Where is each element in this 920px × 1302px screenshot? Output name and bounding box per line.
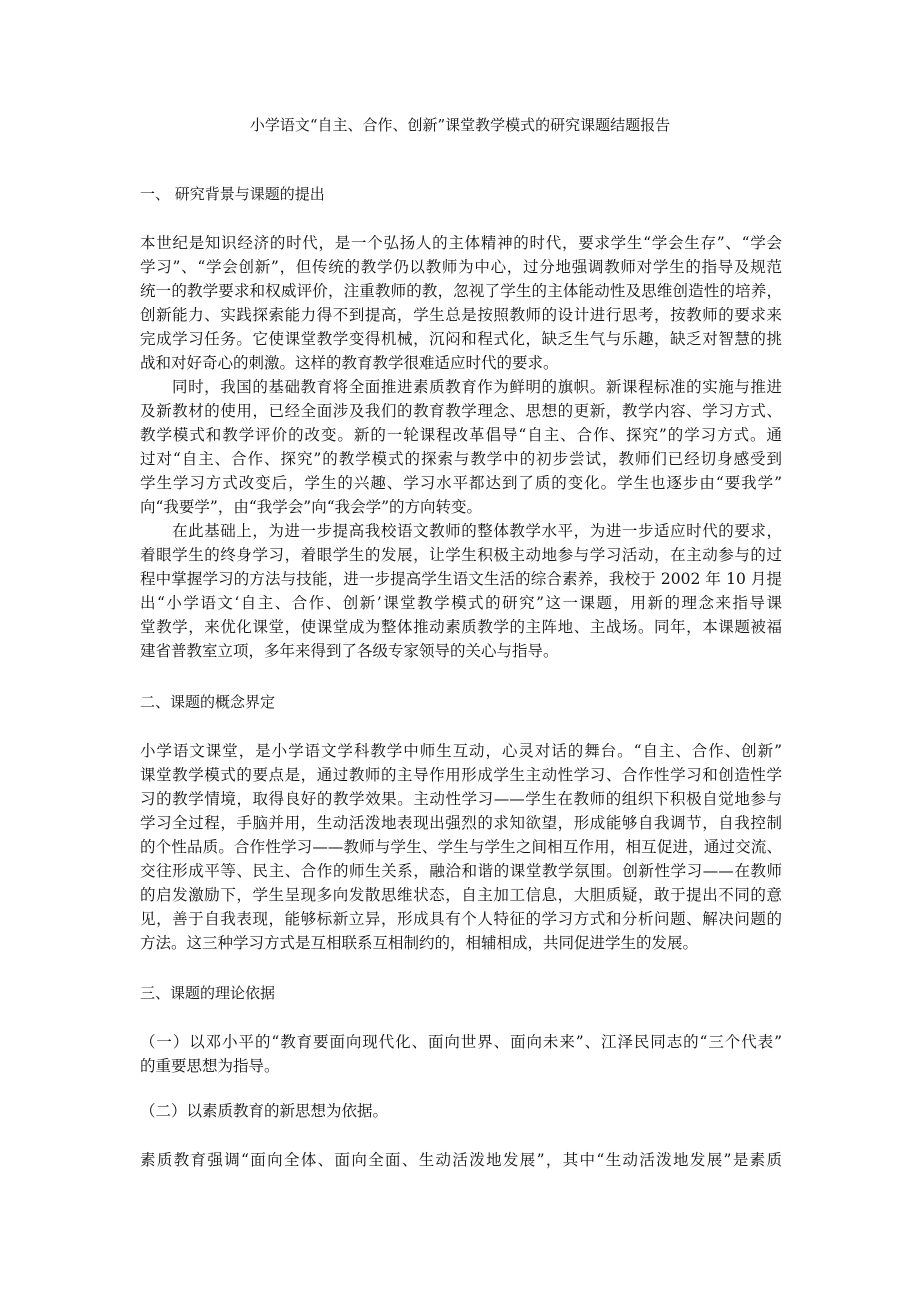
text-line: 及新教材的使用，已经全面涉及我们的教育教学理念、思想的更新，教学内容、学习方式、 [140, 402, 782, 420]
text-line: 学生学习方式改变后，学生的兴趣、学习水平都达到了质的变化。学生也逐步由“要我学” [140, 474, 782, 492]
section2-paragraph [140, 739, 782, 955]
section3-item1 [140, 1030, 782, 1078]
text-line: 过对“自主、合作、探究”的教学模式的探索与教学中的初步尝试，教师们已经切身感受到 [140, 450, 782, 468]
text-line: 在此基础上，为进一步提高我校语文教师的整体教学水平，为进一步适应时代的要求， [172, 522, 782, 540]
text-line: 小学语文课堂，是小学语文学科教学中师生互动，心灵对话的舞台。“自主、合作、创新” [140, 742, 782, 760]
text-line: （一）以邓小平的“教育要面向现代化、面向世界、面向未来”、江泽民同志的“三个代表” [140, 1033, 782, 1051]
text-line: 着眼学生的终身学习，着眼学生的发展，让学生积极主动地参与学习活动，在主动参与的过 [140, 546, 782, 564]
text-line: 课堂教学模式的要点是，通过教师的主导作用形成学生主动性学习、合作性学习和创造性学 [140, 766, 782, 784]
text-line: 建省普教室立项，多年来得到了各级专家领导的关心与指导。 [140, 642, 559, 660]
text-line: 学习全过程，手脑并用，生动活泼地表现出强烈的求知欲望，形成能够自我调节，自我控制 [140, 814, 782, 832]
text-line: 方法。这三种学习方式是互相联系互相制约的，相辅相成，共同促进学生的发展。 [140, 934, 699, 952]
text-line: 同时，我国的基础教育将全面推进素质教育作为鲜明的旗帜。新课程标准的实施与推进 [172, 378, 782, 396]
text-line: 学习”、“学会创新”，但传统的教学仍以教师为中心，过分地强调教师对学生的指导及规范 [140, 258, 782, 276]
text-line: 素质教育强调“面向全体、面向全面、生动活泼地发展”，其中“生动活泼地发展”是素质 [140, 1151, 782, 1169]
section1-paragraphs [140, 231, 782, 663]
text-line: （二）以素质教育的新思想为依据。 [140, 1102, 389, 1120]
section-heading-1: 一、 研究背景与课题的提出 [140, 185, 325, 203]
document-title: 小学语文“自主、合作、创新”课堂教学模式的研究课题结题报告 [249, 116, 671, 134]
text-line: 习的教学情境，取得良好的教学效果。主动性学习——学生在教师的组织下积极自觉地参与 [140, 790, 782, 808]
text-line: 程中掌握学习的方法与技能，进一步提高学生语文生活的综合素养，我校于 2002 年 10 月提 [140, 570, 782, 588]
text-line: 见，善于自我表现，能够标新立异，形成具有个人特征的学习方式和分析问题、解决问题的 [140, 910, 782, 928]
text-line: 的个性品质。合作性学习——教师与学生、学生与学生之间相互作用，相互促进，通过交流、 [140, 838, 782, 856]
section-heading-3: 三、课题的理论依据 [140, 984, 276, 1002]
section-heading-2: 二、课题的概念界定 [140, 693, 276, 711]
text-line: 堂教学，来优化课堂，使课堂成为整体推动素质教学的主阵地、主战场。同年，本课题被福 [140, 618, 782, 636]
text-line: 的重要思想为指导。 [140, 1057, 280, 1075]
text-line: 完成学习任务。它使课堂教学变得机械，沉闷和程式化，缺乏生气与乐趣，缺乏对智慧的挑 [140, 330, 782, 348]
section3-item2 [140, 1099, 782, 1123]
text-line: 出“小学语文‘自主、合作、创新’课堂教学模式的研究”这一课题，用新的理念来指导课 [140, 594, 782, 612]
text-line: 本世纪是知识经济的时代，是一个弘扬人的主体精神的时代，要求学生“学会生存”、“学会 [140, 234, 782, 252]
section3-item2-body [140, 1148, 782, 1172]
text-line: 向“我要学”，由“我学会”向“我会学”的方向转变。 [140, 498, 483, 516]
text-line: 战和对好奇心的刺激。这样的教育教学很难适应时代的要求。 [140, 354, 559, 372]
text-line: 统一的教学要求和权威评价，注重教师的教，忽视了学生的主体能动性及思维创造性的培养， [140, 282, 782, 300]
text-line: 的启发激励下，学生呈现多向发散思维状态，自主加工信息，大胆质疑，敢于提出不同的意 [140, 886, 782, 904]
text-line: 创新能力、实践探索能力得不到提高，学生总是按照教师的设计进行思考，按教师的要求来 [140, 306, 782, 324]
text-line: 教学模式和教学评价的改变。新的一轮课程改革倡导“自主、合作、探究”的学习方式。通 [140, 426, 782, 444]
text-line: 交往形成平等、民主、合作的师生关系，融洽和谐的课堂教学氛围。创新性学习——在教师 [140, 862, 782, 880]
